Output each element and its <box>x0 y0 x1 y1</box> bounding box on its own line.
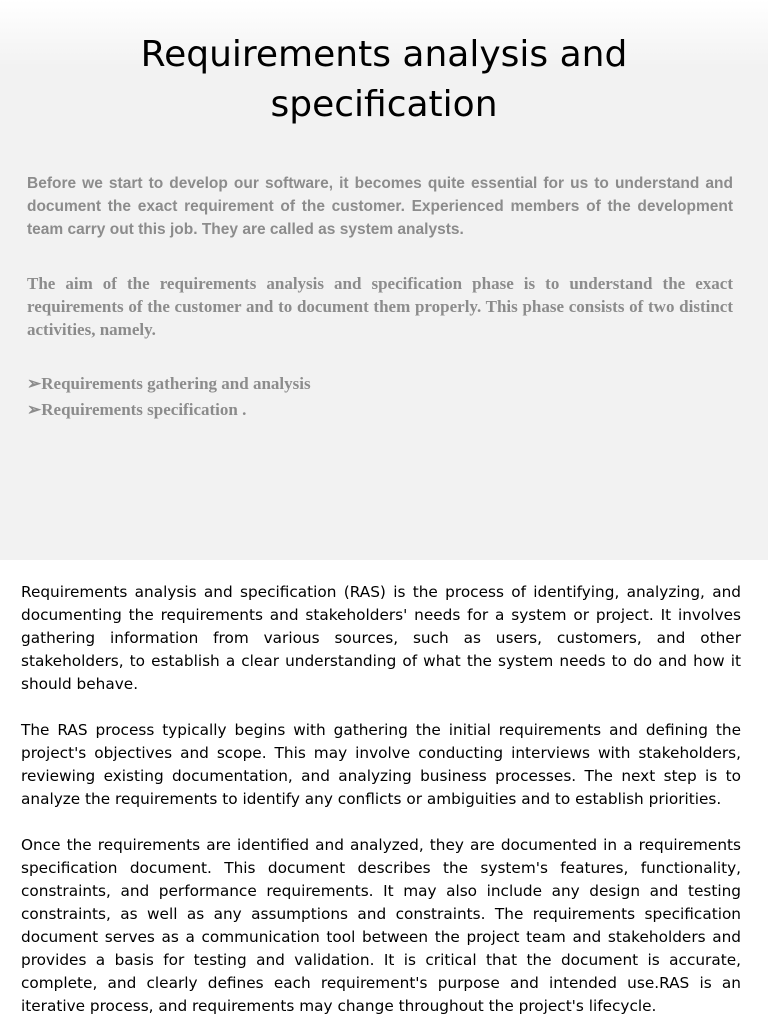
bullet-item <box>27 371 733 397</box>
body-paragraph: The RAS process typically begins with gathering the initial requirements and defining the project's objectives and scope. This may involve conducting interviews with stakeholders, reviewing existing documentation, and analyzing business processes. The next step is to analyze the requirements to identify any conflicts or ambiguities and to establish priorities. <box>21 721 741 808</box>
slide-intro-paragraph: Before we start to develop our software, it becomes quite essential for us to understand and document the exact requirement of the customer. Experienced members of the development team carry out this job. They are called as system analysts. <box>27 175 733 238</box>
body-paragraph: Once the requirements are identified and analyzed, they are documented in a requirements specification document. This document describes the system's features, functionality, constraints, and performance requirements. It may also include any design and testing constraints, as well as any assumptions and constraints. The requirements specification document serves as a communication tool between the project team and stakeholders and provides a basis for testing and validation. It is critical that the document is accurate, complete, and clearly defines each requirement's purpose and intended use.RAS is an iterative process, and requirements may change throughout the project's lifecycle. <box>21 836 741 1015</box>
slide-title: Requirements analysis and specification <box>140 34 628 125</box>
bullet-item-label: Requirements specification . <box>41 400 247 419</box>
body-text <box>21 581 741 1024</box>
slide-aim-paragraph: The aim of the requirements analysis and specification phase is to understand the exact requirements of the customer and to document them properly. This phase consists of two distinct activities, namely. <box>27 274 733 339</box>
bullet-item-label: Requirements gathering and analysis <box>41 374 311 393</box>
arrow-bullet-icon: ➢ <box>27 400 42 419</box>
body-paragraph: Requirements analysis and specification (RAS) is the process of identifying, analyzing, and documenting the requirements and stakeholders' needs for a system or project. It involves gathering information from various sources, such as users, customers, and other stakeholders, to establish a clear understanding of what the system needs to do and how it should behave. <box>21 583 741 693</box>
bullet-item <box>27 397 733 423</box>
slide-bullet-list <box>27 371 733 423</box>
arrow-bullet-icon: ➢ <box>27 374 42 393</box>
